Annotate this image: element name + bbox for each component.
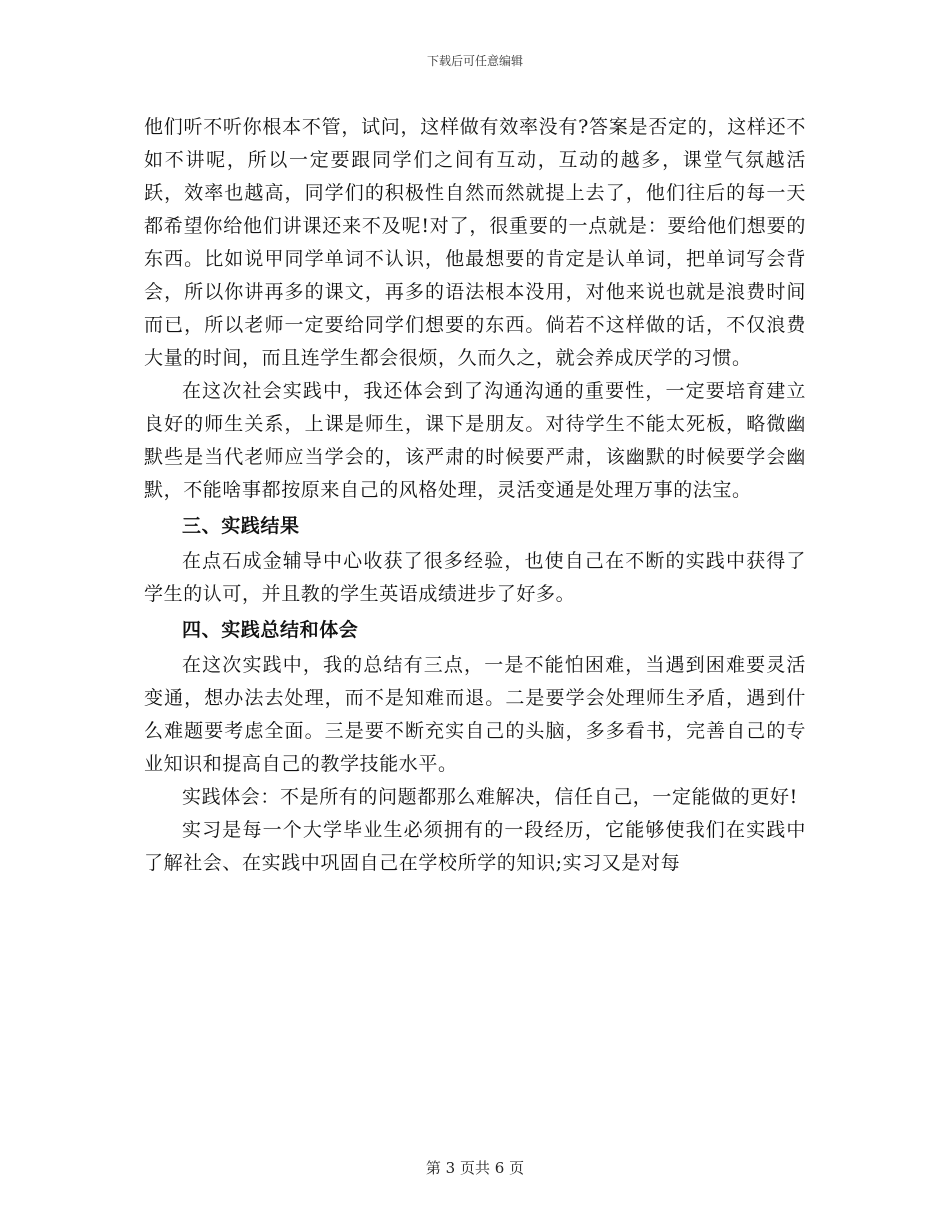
paragraph-results: 在点石成金辅导中心收获了很多经验，也使自己在不断的实践中获得了学生的认可，并且教的学生英语成绩进步了好多。 — [144, 550, 806, 605]
section-heading-results: 三、实践结果 — [182, 515, 300, 537]
page-header: 下载后可任意编辑 — [426, 54, 523, 68]
paragraph-internship: 实习是每一个大学毕业生必须拥有的一段经历，它能够使我们在实践中了解社会、在实践中巩固自己在学校所学的知识;实习又是对每 — [144, 819, 806, 874]
paragraph-experience: 实践体会：不是所有的问题都那么难解决，信任自己，一定能做的更好! — [182, 786, 798, 808]
page-number-footer: 第 3 页共 6 页 — [425, 1159, 525, 1177]
paragraph-summary: 在这次实践中，我的总结有三点，一是不能怕困难，当遇到困难要灵活变通，想办法去处理，而不是知难而退。二是要学会处理师生矛盾，遇到什么难题要考虑全面。三是要不断充实自己的头脑，多多看书，完善自己的专业知识和提高自己的教学技能水平。 — [144, 654, 806, 775]
paragraph-continued: 他们听不听你根本不管，试问，这样做有效率没有?答案是否定的，这样还不如不讲呢，所以一定要跟同学们之间有互动，互动的越多，课堂气氛越活跃，效率也越高，同学们的积极性自然而然就提上去了，他们往后的每一天都希望你给他们讲课还来不及呢!对了，很重要的一点就是：要给他们想要的东西。比如说甲同学单词不认识，他最想要的肯定是认单词，把单词写会背会，所以你讲再多的课文，再多的语法根本没用，对他来说也就是浪费时间而已，所以老师一定要给同学们想要的东西。倘若不这样做的话，不仅浪费大量的时间，而且连学生都会很烦，久而久之，就会养成厌学的习惯。 — [144, 116, 806, 369]
document-body — [144, 111, 806, 880]
paragraph-communication: 在这次社会实践中，我还体会到了沟通沟通的重要性，一定要培育建立良好的师生关系，上课是师生，课下是朋友。对待学生不能太死板，略微幽默些是当代老师应当学会的，该严肃的时候要严肃，该幽默的时候要学会幽默，不能啥事都按原来自己的风格处理，灵活变通是处理万事的法宝。 — [144, 380, 806, 501]
section-heading-summary: 四、实践总结和体会 — [182, 619, 359, 641]
